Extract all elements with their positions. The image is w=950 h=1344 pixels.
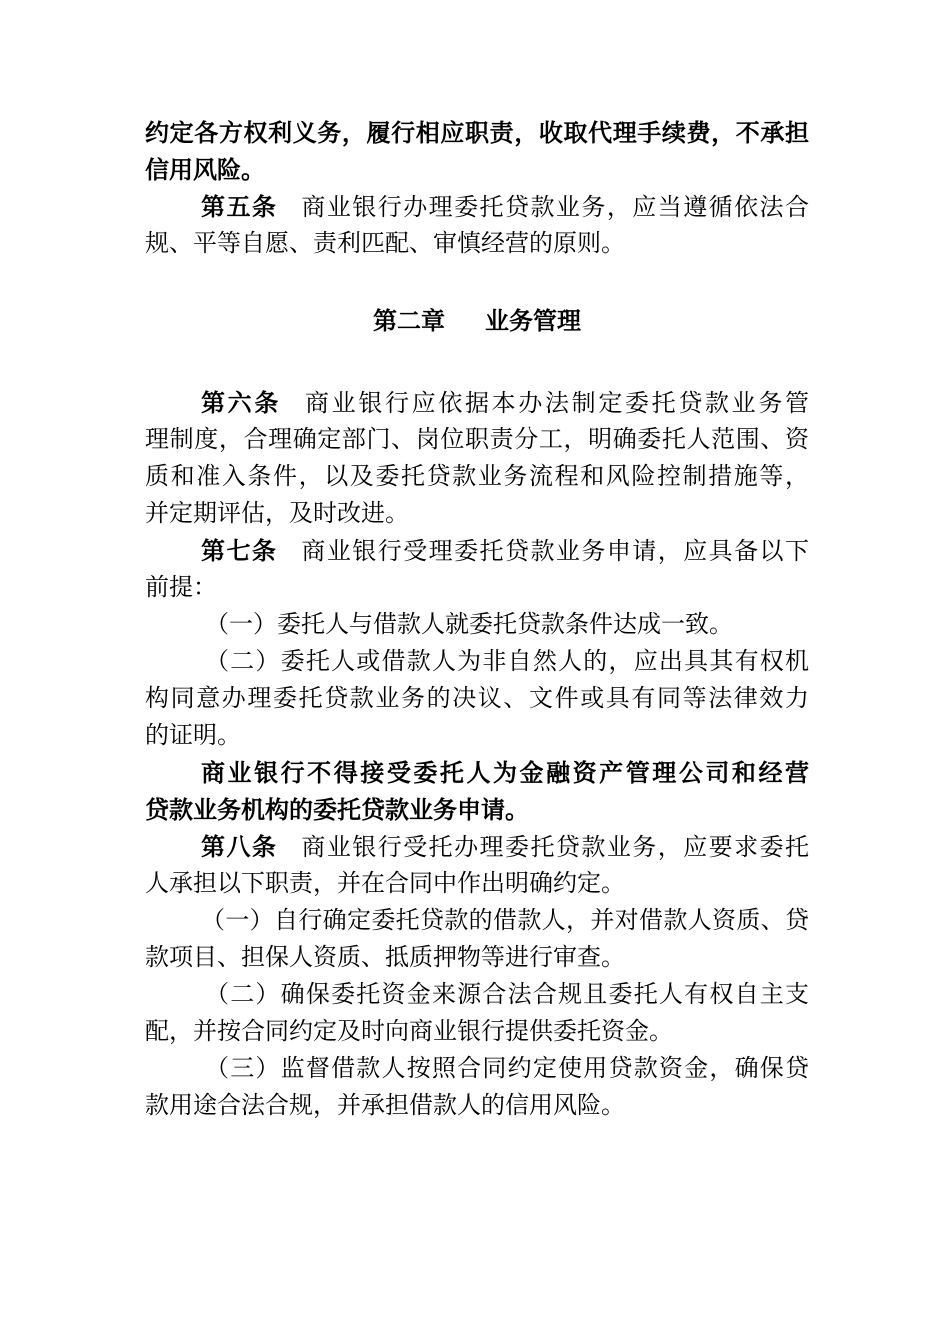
intro-line-2: 信用风险。 bbox=[145, 155, 265, 184]
article-7-item-2-line-1: （二）委托人或借款人为非自然人的，应出具其有权机 bbox=[205, 647, 809, 675]
article-6-line-1 bbox=[145, 384, 809, 421]
article-6-line-4: 并定期评估，及时改进。 bbox=[145, 499, 409, 527]
article-7-item-2-line-3: 的证明。 bbox=[145, 721, 241, 749]
chapter-heading bbox=[145, 302, 809, 339]
article-7-item-1: （一）委托人与借款人就委托贷款条件达成一致。 bbox=[205, 610, 733, 638]
article-7-item-2-line-2: 构同意办理委托贷款业务的决议、文件或具有同等法律效力 bbox=[145, 684, 809, 712]
article-5-line-1 bbox=[145, 188, 809, 225]
article-8-item-1-line-1: （一）自行确定委托贷款的借款人，并对借款人资质、贷 bbox=[201, 906, 809, 934]
chapter-number: 第二章 bbox=[373, 306, 445, 335]
article-6-label: 第六条 bbox=[201, 388, 281, 417]
article-8-item-2-line-1: （二）确保委托资金来源合法合规且委托人有权自主支 bbox=[205, 980, 809, 1008]
article-7-label: 第七条 bbox=[201, 536, 278, 565]
article-5-line-2: 规、平等自愿、责利匹配、审慎经营的原则。 bbox=[145, 229, 625, 257]
document-page bbox=[145, 114, 809, 1124]
article-7-bold-line-1: 商业银行不得接受委托人为金融资产管理公司和经营 bbox=[201, 758, 809, 787]
intro-line-1: 约定各方权利义务，履行相应职责，收取代理手续费，不承担 bbox=[145, 118, 809, 147]
chapter-title: 业务管理 bbox=[485, 306, 581, 335]
article-7-bold-line-2: 贷款业务机构的委托贷款业务申请。 bbox=[145, 795, 529, 824]
article-6-line-3: 质和准入条件，以及委托贷款业务流程和风险控制措施等， bbox=[145, 462, 809, 490]
article-5-label: 第五条 bbox=[201, 192, 278, 221]
article-8-line-1 bbox=[145, 828, 809, 865]
article-8-item-2-line-2: 配，并按合同约定及时向商业银行提供委托资金。 bbox=[145, 1017, 673, 1045]
article-8-line-2: 人承担以下职责，并在合同中作出明确约定。 bbox=[145, 869, 625, 897]
article-7-text-1: 商业银行受理委托贷款业务申请，应具备以下 bbox=[301, 537, 810, 565]
article-8-item-3-line-1: （三）监督借款人按照合同约定使用贷款资金，确保贷 bbox=[205, 1054, 809, 1082]
article-8-item-3-line-2: 款用途合法合规，并承担借款人的信用风险。 bbox=[145, 1091, 625, 1119]
article-7-line-2: 前提： bbox=[145, 573, 217, 601]
article-8-label: 第八条 bbox=[201, 832, 278, 861]
article-8-item-1-line-2: 款项目、担保人资质、抵质押物等进行审查。 bbox=[145, 943, 625, 971]
article-5-text-1: 商业银行办理委托贷款业务，应当遵循依法合 bbox=[301, 193, 810, 221]
article-6-text-1: 商业银行应依据本办法制定委托贷款业务管 bbox=[305, 389, 809, 417]
article-8-text-1: 商业银行受托办理委托贷款业务，应要求委托 bbox=[301, 833, 810, 861]
article-6-line-2: 理制度，合理确定部门、岗位职责分工，明确委托人范围、资 bbox=[145, 425, 809, 453]
article-7-line-1 bbox=[145, 532, 809, 569]
